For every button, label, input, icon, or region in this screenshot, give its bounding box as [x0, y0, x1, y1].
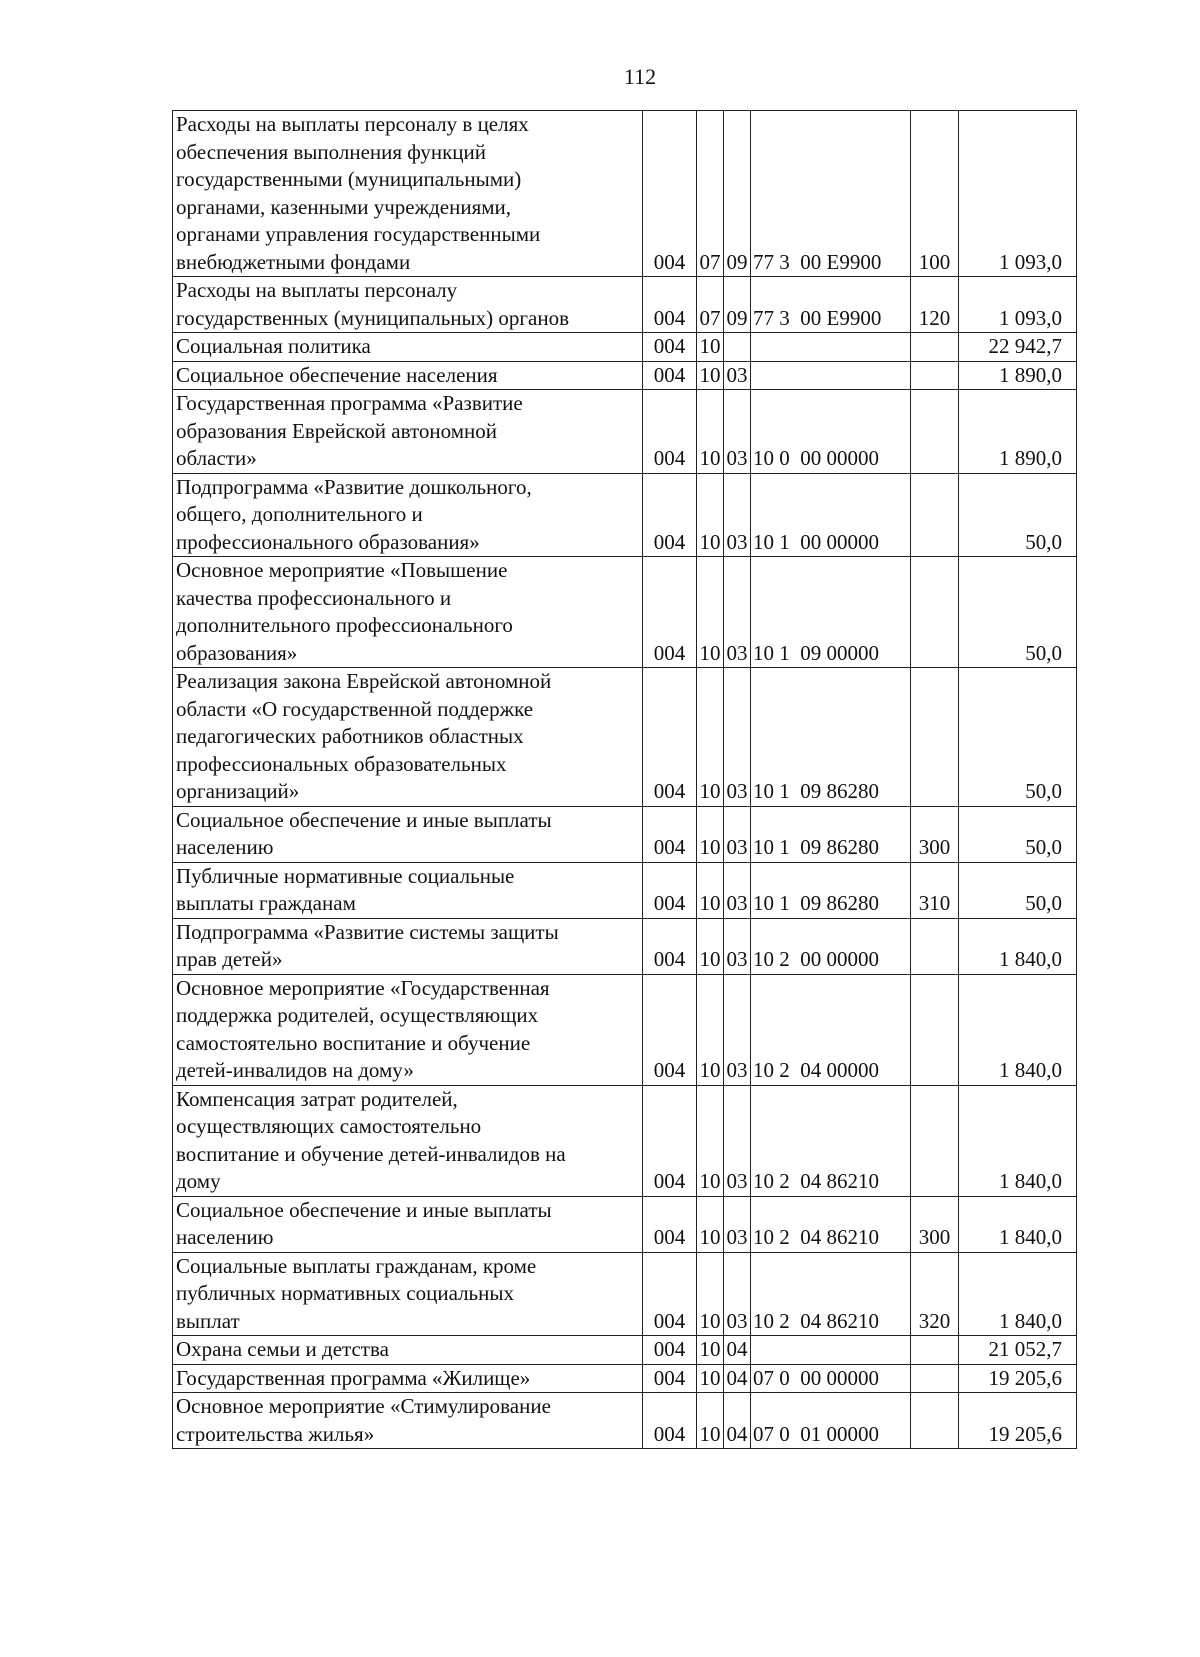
table-row — [173, 1196, 1077, 1252]
subsection-code-cell: 03 — [724, 668, 751, 807]
target-article-cell: 10 1 00 00000 — [751, 473, 911, 557]
table-row — [173, 111, 1077, 277]
grbs-code-cell: 004 — [643, 361, 697, 390]
row-name-cell: Основное мероприятие «Повышение качества профессионального и дополнительного профессионального образования» — [173, 557, 643, 668]
amount-cell: 22 942,7 — [959, 333, 1077, 362]
row-name-cell: Основное мероприятие «Стимулирование строительства жилья» — [173, 1393, 643, 1449]
target-article-cell: 10 2 00 00000 — [751, 918, 911, 974]
expense-type-cell — [911, 668, 959, 807]
subsection-code-cell: 03 — [724, 1085, 751, 1196]
row-name-cell: Социальное обеспечение населения — [173, 361, 643, 390]
target-article-cell: 10 1 09 86280 — [751, 668, 911, 807]
row-name-cell: Реализация закона Еврейской автономной области «О государственной поддержке педагогических работников областных профессиональных образовательных организаций» — [173, 668, 643, 807]
row-name-cell: Государственная программа «Жилище» — [173, 1364, 643, 1393]
expense-type-cell: 300 — [911, 806, 959, 862]
section-code-cell: 10 — [697, 1364, 724, 1393]
amount-cell: 1 093,0 — [959, 111, 1077, 277]
row-name-cell: Подпрограмма «Развитие дошкольного, общего, дополнительного и профессионального образования» — [173, 473, 643, 557]
expense-type-cell — [911, 473, 959, 557]
grbs-code-cell: 004 — [643, 333, 697, 362]
amount-cell: 19 205,6 — [959, 1364, 1077, 1393]
target-article-cell: 77 3 00 Е9900 — [751, 111, 911, 277]
target-article-cell: 07 0 00 00000 — [751, 1364, 911, 1393]
row-name-cell: Социальное обеспечение и иные выплаты населению — [173, 1196, 643, 1252]
row-name-cell: Компенсация затрат родителей, осуществляющих самостоятельно воспитание и обучение детей-инвалидов на дому — [173, 1085, 643, 1196]
section-code-cell: 10 — [697, 361, 724, 390]
amount-cell: 19 205,6 — [959, 1393, 1077, 1449]
grbs-code-cell: 004 — [643, 1252, 697, 1336]
subsection-code-cell: 09 — [724, 277, 751, 333]
subsection-code-cell: 04 — [724, 1364, 751, 1393]
grbs-code-cell: 004 — [643, 390, 697, 474]
expense-type-cell: 120 — [911, 277, 959, 333]
amount-cell: 1 890,0 — [959, 361, 1077, 390]
target-article-cell: 10 1 09 86280 — [751, 862, 911, 918]
grbs-code-cell: 004 — [643, 668, 697, 807]
amount-cell: 1 840,0 — [959, 974, 1077, 1085]
amount-cell: 50,0 — [959, 806, 1077, 862]
grbs-code-cell: 004 — [643, 918, 697, 974]
table-row — [173, 473, 1077, 557]
expense-type-cell — [911, 1364, 959, 1393]
target-article-cell: 10 1 09 86280 — [751, 806, 911, 862]
grbs-code-cell: 004 — [643, 1364, 697, 1393]
amount-cell: 21 052,7 — [959, 1336, 1077, 1365]
row-name-cell: Социальное обеспечение и иные выплаты населению — [173, 806, 643, 862]
grbs-code-cell: 004 — [643, 862, 697, 918]
amount-cell: 1 890,0 — [959, 390, 1077, 474]
row-name-cell: Публичные нормативные социальные выплаты гражданам — [173, 862, 643, 918]
table-row — [173, 1393, 1077, 1449]
table-row — [173, 1336, 1077, 1365]
table-row — [173, 974, 1077, 1085]
target-article-cell: 10 2 04 86210 — [751, 1252, 911, 1336]
amount-cell: 1 840,0 — [959, 1085, 1077, 1196]
row-name-cell: Расходы на выплаты персоналу в целях обеспечения выполнения функций государственными (муниципальными) органами, казенными учреждениями, органами управления государственными внебюджетными фондами — [173, 111, 643, 277]
row-name-cell: Расходы на выплаты персоналу государственных (муниципальных) органов — [173, 277, 643, 333]
target-article-cell: 10 2 04 86210 — [751, 1196, 911, 1252]
grbs-code-cell: 004 — [643, 277, 697, 333]
section-code-cell: 10 — [697, 1336, 724, 1365]
table-row — [173, 806, 1077, 862]
table-row — [173, 918, 1077, 974]
expense-type-cell — [911, 333, 959, 362]
row-name-cell: Социальные выплаты гражданам, кроме публичных нормативных социальных выплат — [173, 1252, 643, 1336]
section-code-cell: 10 — [697, 1196, 724, 1252]
target-article-cell — [751, 333, 911, 362]
section-code-cell: 10 — [697, 557, 724, 668]
section-code-cell: 07 — [697, 111, 724, 277]
table-row — [173, 862, 1077, 918]
subsection-code-cell: 03 — [724, 862, 751, 918]
subsection-code-cell: 03 — [724, 918, 751, 974]
target-article-cell: 77 3 00 Е9900 — [751, 277, 911, 333]
expense-type-cell — [911, 557, 959, 668]
amount-cell: 50,0 — [959, 668, 1077, 807]
table-row — [173, 668, 1077, 807]
table-body — [173, 111, 1077, 1449]
subsection-code-cell: 03 — [724, 473, 751, 557]
section-code-cell: 10 — [697, 473, 724, 557]
subsection-code-cell: 04 — [724, 1393, 751, 1449]
expense-type-cell — [911, 918, 959, 974]
section-code-cell: 07 — [697, 277, 724, 333]
grbs-code-cell: 004 — [643, 1336, 697, 1365]
section-code-cell: 10 — [697, 390, 724, 474]
target-article-cell: 07 0 01 00000 — [751, 1393, 911, 1449]
section-code-cell: 10 — [697, 333, 724, 362]
subsection-code-cell: 03 — [724, 361, 751, 390]
subsection-code-cell: 03 — [724, 974, 751, 1085]
table-row — [173, 1364, 1077, 1393]
grbs-code-cell: 004 — [643, 806, 697, 862]
expense-type-cell — [911, 361, 959, 390]
budget-table — [172, 110, 1077, 1449]
target-article-cell: 10 0 00 00000 — [751, 390, 911, 474]
section-code-cell: 10 — [697, 1085, 724, 1196]
row-name-cell: Основное мероприятие «Государственная поддержка родителей, осуществляющих самостоятельно воспитание и обучение детей-инвалидов на дому» — [173, 974, 643, 1085]
table-row — [173, 1085, 1077, 1196]
expense-type-cell: 310 — [911, 862, 959, 918]
expense-type-cell: 300 — [911, 1196, 959, 1252]
target-article-cell: 10 1 09 00000 — [751, 557, 911, 668]
grbs-code-cell: 004 — [643, 557, 697, 668]
grbs-code-cell: 004 — [643, 1393, 697, 1449]
table-row — [173, 333, 1077, 362]
amount-cell: 1 840,0 — [959, 1252, 1077, 1336]
amount-cell: 50,0 — [959, 473, 1077, 557]
table-row — [173, 390, 1077, 474]
section-code-cell: 10 — [697, 806, 724, 862]
amount-cell: 1 840,0 — [959, 1196, 1077, 1252]
amount-cell: 50,0 — [959, 862, 1077, 918]
table-row — [173, 361, 1077, 390]
table-row — [173, 1252, 1077, 1336]
subsection-code-cell: 04 — [724, 1336, 751, 1365]
expense-type-cell — [911, 1085, 959, 1196]
row-name-cell: Государственная программа «Развитие образования Еврейской автономной области» — [173, 390, 643, 474]
target-article-cell: 10 2 04 00000 — [751, 974, 911, 1085]
subsection-code-cell: 03 — [724, 1252, 751, 1336]
target-article-cell — [751, 361, 911, 390]
expense-type-cell — [911, 974, 959, 1085]
grbs-code-cell: 004 — [643, 974, 697, 1085]
section-code-cell: 10 — [697, 862, 724, 918]
subsection-code-cell: 03 — [724, 557, 751, 668]
section-code-cell: 10 — [697, 1393, 724, 1449]
grbs-code-cell: 004 — [643, 1085, 697, 1196]
grbs-code-cell: 004 — [643, 473, 697, 557]
expense-type-cell: 320 — [911, 1252, 959, 1336]
amount-cell: 1 840,0 — [959, 918, 1077, 974]
subsection-code-cell — [724, 333, 751, 362]
subsection-code-cell: 03 — [724, 390, 751, 474]
row-name-cell: Социальная политика — [173, 333, 643, 362]
section-code-cell: 10 — [697, 974, 724, 1085]
expense-type-cell — [911, 390, 959, 474]
table-row — [173, 557, 1077, 668]
grbs-code-cell: 004 — [643, 1196, 697, 1252]
grbs-code-cell: 004 — [643, 111, 697, 277]
target-article-cell — [751, 1336, 911, 1365]
section-code-cell: 10 — [697, 668, 724, 807]
table-row — [173, 277, 1077, 333]
expense-type-cell — [911, 1393, 959, 1449]
section-code-cell: 10 — [697, 1252, 724, 1336]
target-article-cell: 10 2 04 86210 — [751, 1085, 911, 1196]
amount-cell: 1 093,0 — [959, 277, 1077, 333]
page-number: 112 — [623, 64, 657, 89]
subsection-code-cell: 03 — [724, 806, 751, 862]
subsection-code-cell: 09 — [724, 111, 751, 277]
row-name-cell: Подпрограмма «Развитие системы защиты прав детей» — [173, 918, 643, 974]
expense-type-cell: 100 — [911, 111, 959, 277]
subsection-code-cell: 03 — [724, 1196, 751, 1252]
expense-type-cell — [911, 1336, 959, 1365]
row-name-cell: Охрана семьи и детства — [173, 1336, 643, 1365]
section-code-cell: 10 — [697, 918, 724, 974]
amount-cell: 50,0 — [959, 557, 1077, 668]
